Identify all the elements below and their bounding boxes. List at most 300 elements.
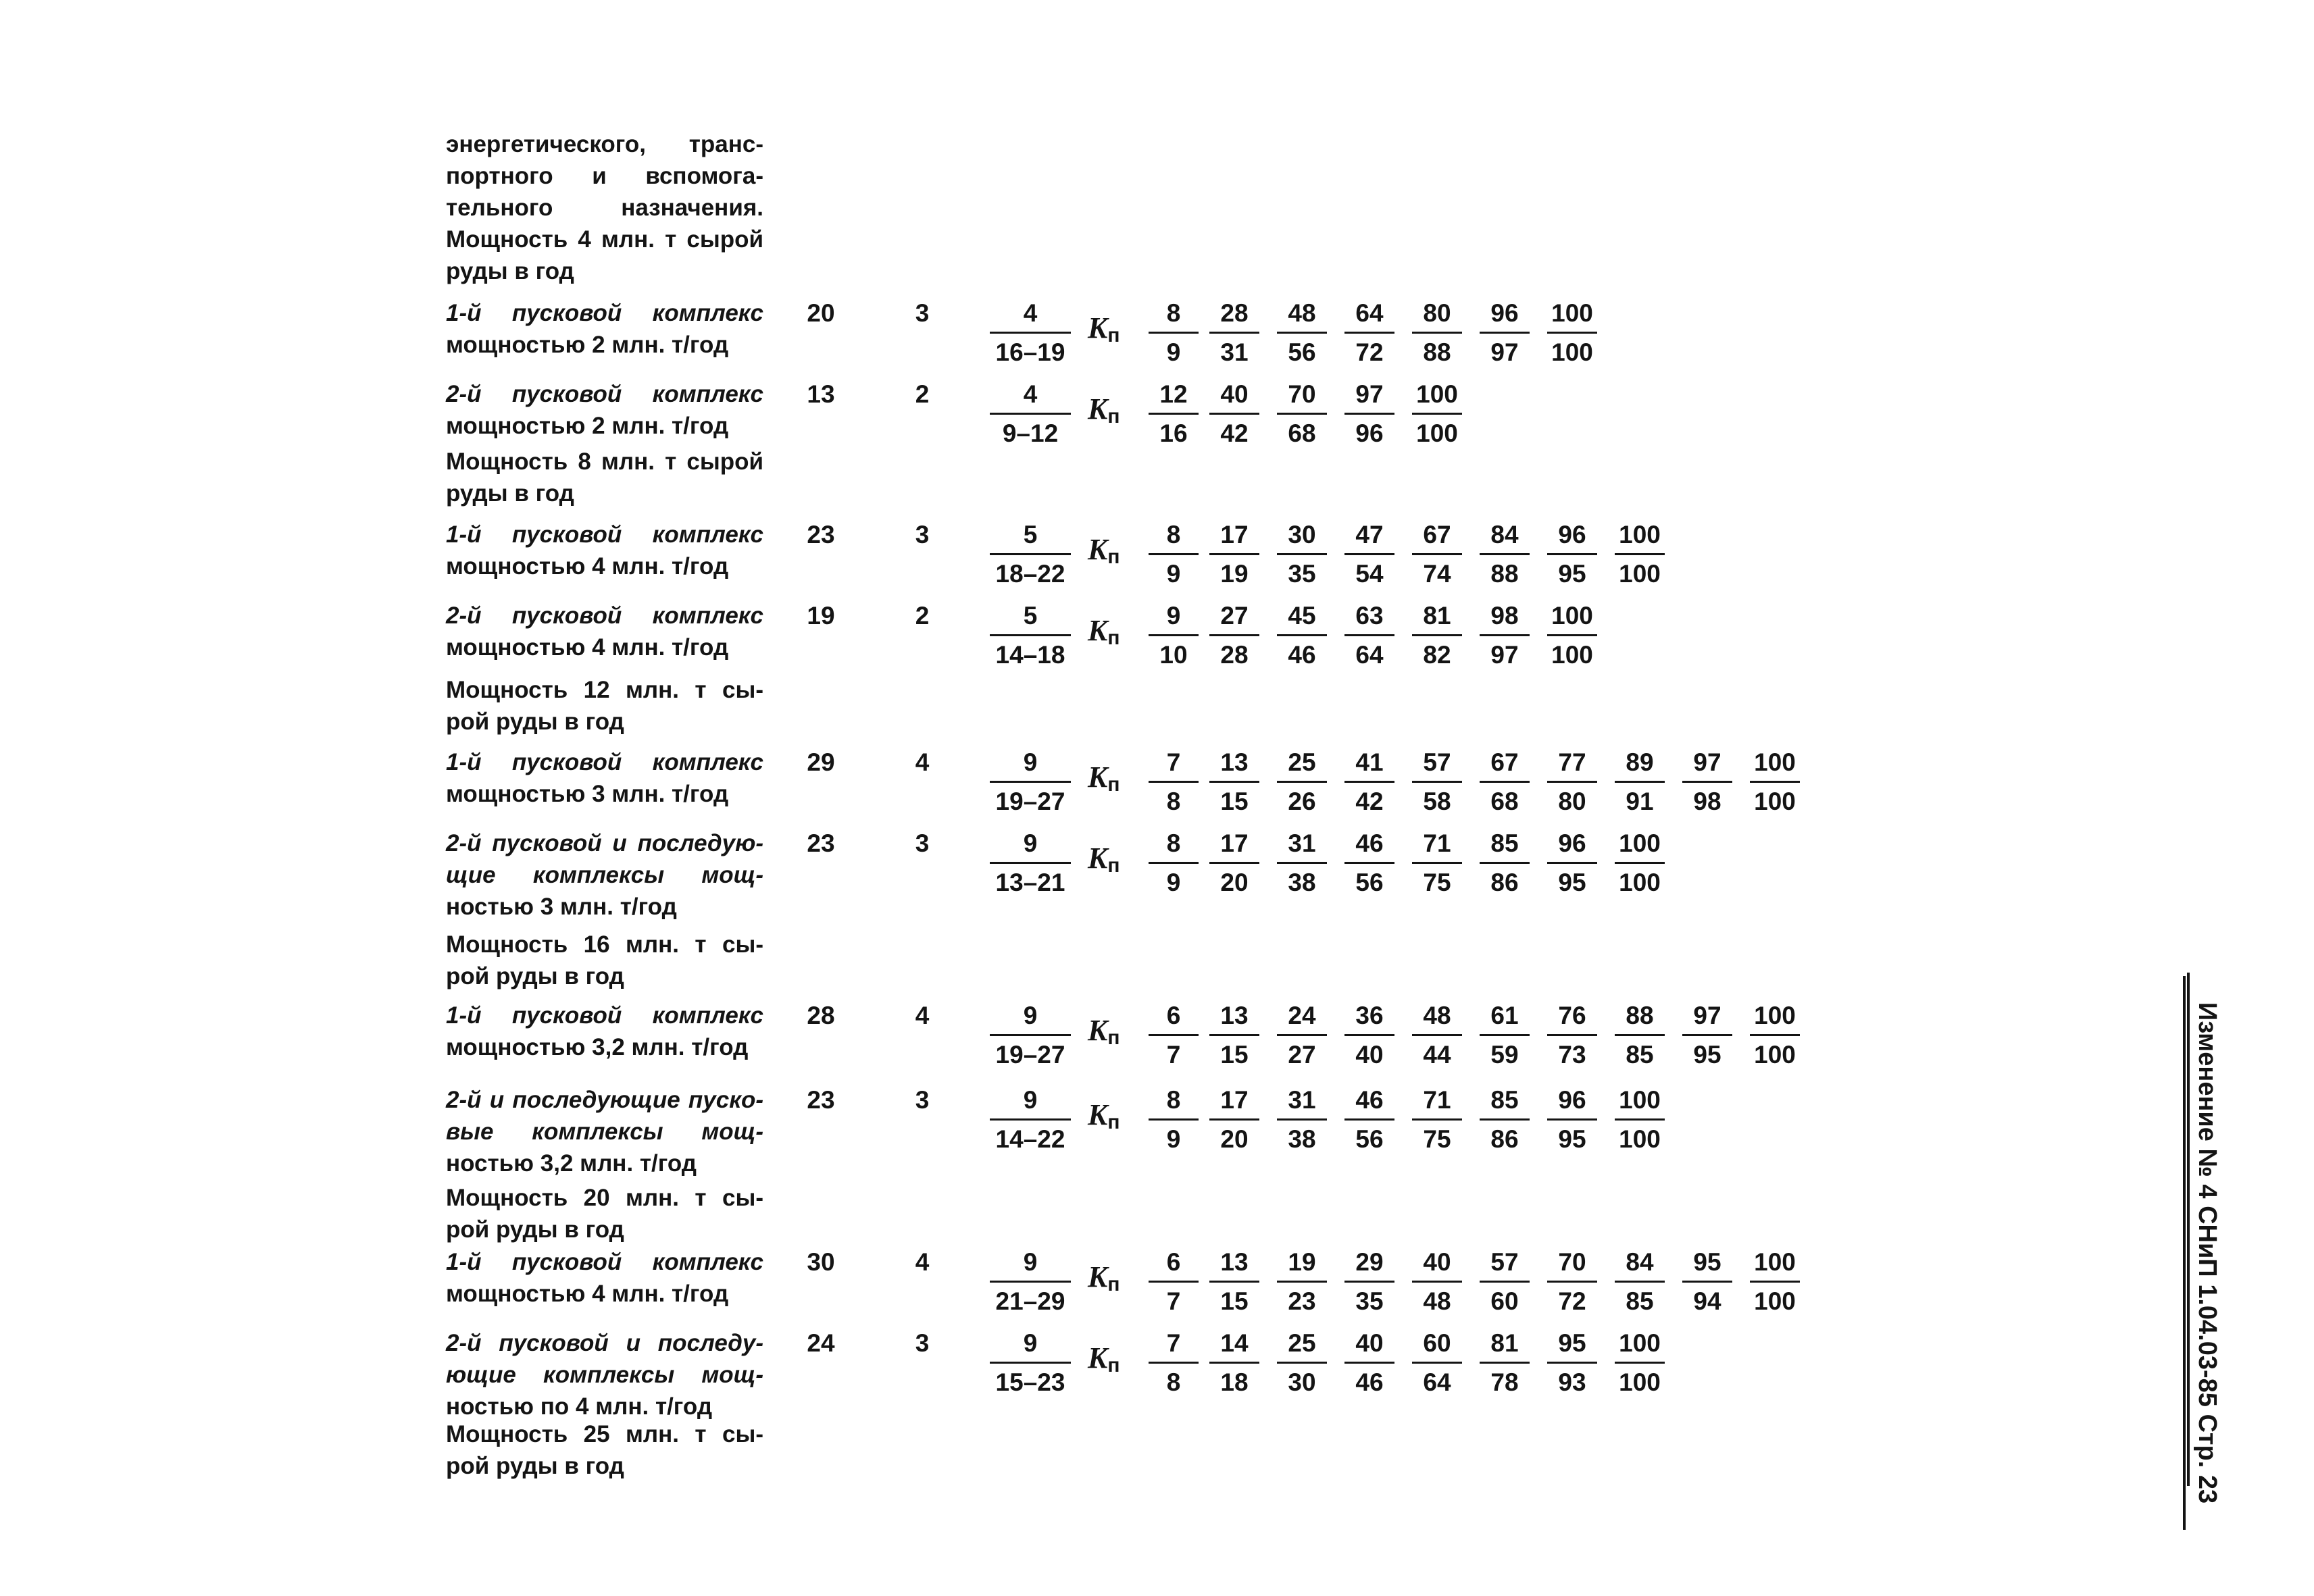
pair-numerator: 100 — [1615, 519, 1665, 555]
pair-numerator: 24 — [1277, 1000, 1327, 1036]
pair-denominator: 72 — [1558, 1287, 1586, 1315]
fraction-numerator: 9 — [990, 827, 1071, 864]
total-duration: 23 — [807, 829, 835, 857]
pair-numerator: 97 — [1344, 378, 1394, 415]
fraction-numerator: 5 — [990, 519, 1071, 555]
pair-denominator: 26 — [1288, 788, 1316, 815]
pair-numerator: 100 — [1750, 746, 1800, 783]
pair-numerator: 41 — [1344, 746, 1394, 783]
pair-denominator: 78 — [1490, 1368, 1519, 1396]
label-line: мощностью 3 млн. т/год — [446, 781, 729, 807]
pair-denominator: 15 — [1220, 1041, 1249, 1069]
percent-pair — [1412, 297, 1462, 368]
pair-numerator: 31 — [1277, 827, 1327, 864]
coefficient-subscript: п — [1107, 1354, 1120, 1376]
label-line: ющие комплексы мощ- — [446, 1362, 763, 1388]
percent-pair — [1209, 1000, 1259, 1071]
percent-pair — [1209, 1084, 1259, 1155]
percent-pair — [1149, 297, 1199, 368]
period-fraction — [990, 1327, 1071, 1398]
pair-numerator: 57 — [1412, 746, 1462, 783]
pair-numerator: 70 — [1277, 378, 1327, 415]
label-line: мощностью 3,2 млн. т/год — [446, 1034, 749, 1060]
coefficient-letter: K — [1088, 1014, 1108, 1047]
pair-denominator: 82 — [1423, 641, 1451, 669]
total-duration: 20 — [807, 299, 835, 327]
pair-denominator: 64 — [1423, 1368, 1451, 1396]
label-line: рой руды в год — [446, 1453, 624, 1479]
percent-pair — [1682, 1000, 1732, 1071]
percent-pair — [1547, 1246, 1597, 1317]
pair-denominator: 88 — [1423, 338, 1451, 366]
pair-numerator: 71 — [1412, 1084, 1462, 1121]
label-line: 1-й пусковой комплекс — [446, 1249, 763, 1275]
percent-pair — [1480, 600, 1530, 671]
percent-pair — [1344, 1246, 1394, 1317]
percent-pair — [1547, 297, 1597, 368]
section-heading — [446, 1182, 763, 1245]
pair-denominator: 9 — [1166, 338, 1181, 366]
total-duration: 29 — [807, 748, 835, 776]
pair-numerator: 8 — [1149, 297, 1199, 334]
pair-numerator: 100 — [1412, 378, 1462, 415]
coefficient-letter: K — [1088, 614, 1108, 647]
pair-denominator: 10 — [1159, 641, 1188, 669]
section-heading — [446, 929, 763, 992]
stage-duration: 4 — [915, 1002, 930, 1029]
total-duration: 23 — [807, 521, 835, 548]
coefficient-symbol — [1088, 615, 1149, 654]
pair-denominator: 91 — [1626, 788, 1654, 815]
percent-pair — [1277, 297, 1327, 368]
label-line: Мощность 8 млн. т сырой — [446, 448, 763, 475]
pair-numerator: 17 — [1209, 1084, 1259, 1121]
label-line: Мощность 16 млн. т сы- — [446, 931, 763, 958]
coefficient-letter: K — [1088, 842, 1108, 875]
fraction-numerator: 9 — [990, 1327, 1071, 1364]
percent-pair — [1682, 746, 1732, 817]
percent-pair — [1149, 1246, 1199, 1317]
fraction-numerator: 4 — [990, 297, 1071, 334]
pair-numerator: 30 — [1277, 519, 1327, 555]
row-label — [446, 519, 763, 582]
fraction-denominator: 13–21 — [995, 869, 1065, 896]
percent-pair — [1344, 746, 1394, 817]
pair-numerator: 97 — [1682, 746, 1732, 783]
coefficient-symbol — [1088, 1014, 1149, 1054]
pair-numerator: 46 — [1344, 1084, 1394, 1121]
pair-numerator: 17 — [1209, 827, 1259, 864]
row-label — [446, 1327, 763, 1422]
coefficient-subscript: п — [1107, 324, 1120, 346]
percent-pair — [1615, 1246, 1665, 1317]
percent-pair — [1149, 1084, 1199, 1155]
label-line: мощностью 4 млн. т/год — [446, 1281, 729, 1307]
pair-denominator: 54 — [1355, 560, 1384, 588]
percent-pair — [1149, 519, 1199, 590]
label-line: щие комплексы мощ- — [446, 862, 763, 888]
label-line: 2-й пусковой и последую- — [446, 830, 763, 856]
percent-pair — [1412, 1327, 1462, 1398]
percent-pair — [1547, 746, 1597, 817]
percent-pair — [1615, 1327, 1665, 1398]
coefficient-symbol — [1088, 1099, 1149, 1138]
pair-numerator: 17 — [1209, 519, 1259, 555]
percent-pair — [1615, 827, 1665, 898]
pair-denominator: 95 — [1558, 869, 1586, 896]
period-fraction — [990, 519, 1071, 590]
pair-numerator: 100 — [1547, 297, 1597, 334]
percent-pair — [1277, 378, 1327, 449]
fraction-denominator: 14–18 — [995, 641, 1065, 669]
pair-denominator: 85 — [1626, 1287, 1654, 1315]
pair-numerator: 80 — [1412, 297, 1462, 334]
percent-pair — [1412, 1000, 1462, 1071]
fraction-denominator: 15–23 — [995, 1368, 1065, 1396]
pair-numerator: 61 — [1480, 1000, 1530, 1036]
coefficient-letter: K — [1088, 392, 1108, 426]
pair-numerator: 57 — [1480, 1246, 1530, 1283]
pair-numerator: 81 — [1480, 1327, 1530, 1364]
fraction-numerator: 5 — [990, 600, 1071, 636]
pair-denominator: 100 — [1619, 869, 1661, 896]
pair-numerator: 40 — [1344, 1327, 1394, 1364]
pair-denominator: 15 — [1220, 1287, 1249, 1315]
percent-pair — [1547, 600, 1597, 671]
pair-denominator: 86 — [1490, 869, 1519, 896]
percent-pair — [1149, 1000, 1199, 1071]
label-line: мощностью 4 млн. т/год — [446, 634, 729, 661]
pair-denominator: 31 — [1220, 338, 1249, 366]
row-label — [446, 1000, 763, 1063]
pair-denominator: 64 — [1355, 641, 1384, 669]
pair-denominator: 8 — [1166, 1368, 1181, 1396]
pair-numerator: 96 — [1480, 297, 1530, 334]
pair-denominator: 100 — [1754, 788, 1796, 815]
percent-pair — [1277, 519, 1327, 590]
coefficient-subscript: п — [1107, 1027, 1120, 1049]
pair-numerator: 96 — [1547, 1084, 1597, 1121]
pair-denominator: 100 — [1416, 419, 1458, 447]
row-label — [446, 600, 763, 663]
pair-numerator: 8 — [1149, 519, 1199, 555]
label-line: 1-й пусковой комплекс — [446, 521, 763, 548]
period-fraction — [990, 297, 1071, 368]
label-line: руды в год — [446, 480, 574, 507]
row-label — [446, 297, 763, 361]
pair-numerator: 64 — [1344, 297, 1394, 334]
fraction-denominator: 16–19 — [995, 338, 1065, 366]
pair-denominator: 30 — [1288, 1368, 1316, 1396]
pair-denominator: 88 — [1490, 560, 1519, 588]
coefficient-symbol — [1088, 534, 1149, 573]
pair-numerator: 100 — [1547, 600, 1597, 636]
pair-numerator: 84 — [1615, 1246, 1665, 1283]
percent-pair — [1149, 746, 1199, 817]
percent-pair — [1277, 746, 1327, 817]
percent-pair — [1277, 827, 1327, 898]
coefficient-subscript: п — [1107, 546, 1120, 568]
pair-denominator: 59 — [1490, 1041, 1519, 1069]
percent-pair — [1412, 827, 1462, 898]
percent-pair — [1277, 1000, 1327, 1071]
label-line: мощностью 2 млн. т/год — [446, 413, 729, 439]
percent-pair — [1480, 746, 1530, 817]
percent-pair — [1750, 746, 1800, 817]
label-line: рой руды в год — [446, 709, 624, 735]
fraction-numerator: 9 — [990, 1000, 1071, 1036]
pair-numerator: 97 — [1682, 1000, 1732, 1036]
pair-numerator: 46 — [1344, 827, 1394, 864]
pair-numerator: 77 — [1547, 746, 1597, 783]
pair-denominator: 44 — [1423, 1041, 1451, 1069]
pair-denominator: 97 — [1490, 338, 1519, 366]
pair-denominator: 97 — [1490, 641, 1519, 669]
pair-numerator: 8 — [1149, 1084, 1199, 1121]
pair-numerator: 40 — [1412, 1246, 1462, 1283]
coefficient-symbol — [1088, 842, 1149, 881]
percent-pair — [1480, 1000, 1530, 1071]
pair-denominator: 100 — [1754, 1041, 1796, 1069]
pair-denominator: 38 — [1288, 1125, 1316, 1153]
pair-numerator: 31 — [1277, 1084, 1327, 1121]
label-line: мощностью 4 млн. т/год — [446, 553, 729, 580]
label-line: 1-й пусковой комплекс — [446, 300, 763, 326]
label-line: вые комплексы мощ- — [446, 1118, 763, 1145]
percent-pair — [1149, 600, 1199, 671]
pair-numerator: 100 — [1615, 1327, 1665, 1364]
pair-numerator: 100 — [1750, 1000, 1800, 1036]
percent-pair — [1480, 1084, 1530, 1155]
pair-numerator: 6 — [1149, 1000, 1199, 1036]
label-line: 1-й пусковой комплекс — [446, 749, 763, 775]
pair-numerator: 63 — [1344, 600, 1394, 636]
fraction-denominator: 14–22 — [995, 1125, 1065, 1153]
percent-pair — [1344, 378, 1394, 449]
percent-pair — [1209, 746, 1259, 817]
percent-pair — [1615, 1000, 1665, 1071]
period-fraction — [990, 746, 1071, 817]
coefficient-letter: K — [1088, 311, 1108, 344]
coefficient-symbol — [1088, 393, 1149, 432]
section-heading — [446, 674, 763, 738]
pair-denominator: 95 — [1693, 1041, 1721, 1069]
pair-denominator: 58 — [1423, 788, 1451, 815]
label-line: 2-й пусковой и последу- — [446, 1330, 763, 1356]
pair-denominator: 100 — [1619, 560, 1661, 588]
pair-denominator: 96 — [1355, 419, 1384, 447]
pair-numerator: 27 — [1209, 600, 1259, 636]
stage-duration: 2 — [915, 380, 930, 408]
pair-numerator: 48 — [1412, 1000, 1462, 1036]
coefficient-letter: K — [1088, 1098, 1108, 1131]
pair-numerator: 45 — [1277, 600, 1327, 636]
percent-pair — [1750, 1000, 1800, 1071]
pair-numerator: 48 — [1277, 297, 1327, 334]
pair-denominator: 8 — [1166, 788, 1181, 815]
percent-pair — [1547, 1084, 1597, 1155]
label-line: 2-й пусковой комплекс — [446, 381, 763, 407]
pair-denominator: 15 — [1220, 788, 1249, 815]
pair-denominator: 95 — [1558, 560, 1586, 588]
label-line: мощностью 2 млн. т/год — [446, 332, 729, 358]
percent-pair — [1277, 1246, 1327, 1317]
pair-numerator: 67 — [1412, 519, 1462, 555]
fraction-numerator: 4 — [990, 378, 1071, 415]
pair-numerator: 29 — [1344, 1246, 1394, 1283]
pair-denominator: 20 — [1220, 1125, 1249, 1153]
period-fraction — [990, 1246, 1071, 1317]
stage-duration: 2 — [915, 602, 930, 629]
pair-numerator: 76 — [1547, 1000, 1597, 1036]
stage-duration: 4 — [915, 748, 930, 776]
label-line: Мощность 20 млн. т сы- — [446, 1185, 763, 1211]
pair-denominator: 85 — [1626, 1041, 1654, 1069]
percent-pair — [1480, 1327, 1530, 1398]
percent-pair — [1209, 1327, 1259, 1398]
row-label — [446, 746, 763, 810]
pair-denominator: 28 — [1220, 641, 1249, 669]
pair-denominator: 56 — [1288, 338, 1316, 366]
percent-pair — [1480, 297, 1530, 368]
period-fraction — [990, 600, 1071, 671]
label-line: 2-й пусковой комплекс — [446, 602, 763, 629]
period-fraction — [990, 1000, 1071, 1071]
pair-numerator: 13 — [1209, 1246, 1259, 1283]
pair-denominator: 23 — [1288, 1287, 1316, 1315]
pair-numerator: 7 — [1149, 746, 1199, 783]
percent-pair — [1480, 1246, 1530, 1317]
period-fraction — [990, 378, 1071, 449]
side-running-title: Изменение № 4 СНиП 1.04.03-85 Стр. 23 — [2183, 976, 2226, 1530]
pair-denominator: 7 — [1166, 1041, 1181, 1069]
pair-denominator: 20 — [1220, 869, 1249, 896]
pair-numerator: 12 — [1149, 378, 1199, 415]
percent-pair — [1480, 827, 1530, 898]
pair-numerator: 8 — [1149, 827, 1199, 864]
percent-pair — [1209, 297, 1259, 368]
row-label — [446, 1246, 763, 1310]
stage-duration: 3 — [915, 1086, 930, 1114]
label-line: 1-й пусковой комплекс — [446, 1002, 763, 1029]
coefficient-symbol — [1088, 312, 1149, 351]
label-line: Мощность 25 млн. т сы- — [446, 1421, 763, 1447]
pair-denominator: 100 — [1551, 338, 1593, 366]
percent-pair — [1615, 746, 1665, 817]
pair-denominator: 9 — [1166, 1125, 1181, 1153]
fraction-numerator: 9 — [990, 746, 1071, 783]
label-line: Мощность 4 млн. т сырой — [446, 226, 763, 253]
label-line: рой руды в год — [446, 1216, 624, 1243]
percent-pair — [1547, 519, 1597, 590]
pair-denominator: 75 — [1423, 869, 1451, 896]
pair-denominator: 7 — [1166, 1287, 1181, 1315]
pair-denominator: 35 — [1288, 560, 1316, 588]
pair-numerator: 28 — [1209, 297, 1259, 334]
percent-pair — [1149, 1327, 1199, 1398]
pair-denominator: 75 — [1423, 1125, 1451, 1153]
fraction-denominator: 19–27 — [995, 788, 1065, 815]
label-line: ностью 3 млн. т/год — [446, 894, 677, 920]
pair-numerator: 95 — [1547, 1327, 1597, 1364]
total-duration: 23 — [807, 1086, 835, 1114]
coefficient-symbol — [1088, 1261, 1149, 1300]
pair-denominator: 68 — [1288, 419, 1316, 447]
percent-pair — [1547, 827, 1597, 898]
pair-numerator: 95 — [1682, 1246, 1732, 1283]
percent-pair — [1344, 1000, 1394, 1071]
coefficient-subscript: п — [1107, 1273, 1120, 1295]
percent-pair — [1412, 519, 1462, 590]
percent-pair — [1149, 378, 1199, 449]
section-heading — [446, 1418, 763, 1482]
pair-numerator: 7 — [1149, 1327, 1199, 1364]
pair-numerator: 81 — [1412, 600, 1462, 636]
label-line: ностью 3,2 млн. т/год — [446, 1150, 697, 1177]
pair-denominator: 100 — [1754, 1287, 1796, 1315]
pair-numerator: 85 — [1480, 827, 1530, 864]
percent-pair — [1209, 378, 1259, 449]
percent-pair — [1277, 1084, 1327, 1155]
pair-numerator: 47 — [1344, 519, 1394, 555]
pair-numerator: 100 — [1615, 827, 1665, 864]
pair-denominator: 16 — [1159, 419, 1188, 447]
percent-pair — [1412, 600, 1462, 671]
coefficient-letter: K — [1088, 1260, 1108, 1293]
percent-pair — [1344, 519, 1394, 590]
pair-numerator: 19 — [1277, 1246, 1327, 1283]
percent-pair — [1277, 600, 1327, 671]
pair-denominator: 72 — [1355, 338, 1384, 366]
coefficient-letter: K — [1088, 1341, 1108, 1374]
pair-denominator: 9 — [1166, 560, 1181, 588]
percent-pair — [1209, 827, 1259, 898]
percent-pair — [1209, 600, 1259, 671]
percent-pair — [1209, 519, 1259, 590]
pair-denominator: 80 — [1558, 788, 1586, 815]
pair-numerator: 40 — [1209, 378, 1259, 415]
row-label — [446, 378, 763, 442]
pair-numerator: 98 — [1480, 600, 1530, 636]
percent-pair — [1149, 827, 1199, 898]
label-line: энергетического, транс- — [446, 131, 763, 157]
label-line: тельного назначения. — [446, 195, 763, 221]
pair-denominator: 27 — [1288, 1041, 1316, 1069]
percent-pair — [1344, 1327, 1394, 1398]
stage-duration: 4 — [915, 1248, 930, 1276]
stage-duration: 3 — [915, 829, 930, 857]
pair-denominator: 74 — [1423, 560, 1451, 588]
percent-pair — [1412, 746, 1462, 817]
percent-pair — [1412, 378, 1462, 449]
pair-denominator: 18 — [1220, 1368, 1249, 1396]
pair-numerator: 71 — [1412, 827, 1462, 864]
pair-denominator: 68 — [1490, 788, 1519, 815]
pair-numerator: 84 — [1480, 519, 1530, 555]
pair-denominator: 100 — [1551, 641, 1593, 669]
coefficient-symbol — [1088, 761, 1149, 800]
total-duration: 13 — [807, 380, 835, 408]
coefficient-subscript: п — [1107, 854, 1120, 877]
percent-pair — [1344, 297, 1394, 368]
pair-numerator: 96 — [1547, 827, 1597, 864]
label-line: ностью по 4 млн. т/год — [446, 1393, 713, 1420]
pair-denominator: 56 — [1355, 869, 1384, 896]
percent-pair — [1480, 519, 1530, 590]
percent-pair — [1344, 827, 1394, 898]
percent-pair — [1344, 600, 1394, 671]
pair-denominator: 100 — [1619, 1368, 1661, 1396]
